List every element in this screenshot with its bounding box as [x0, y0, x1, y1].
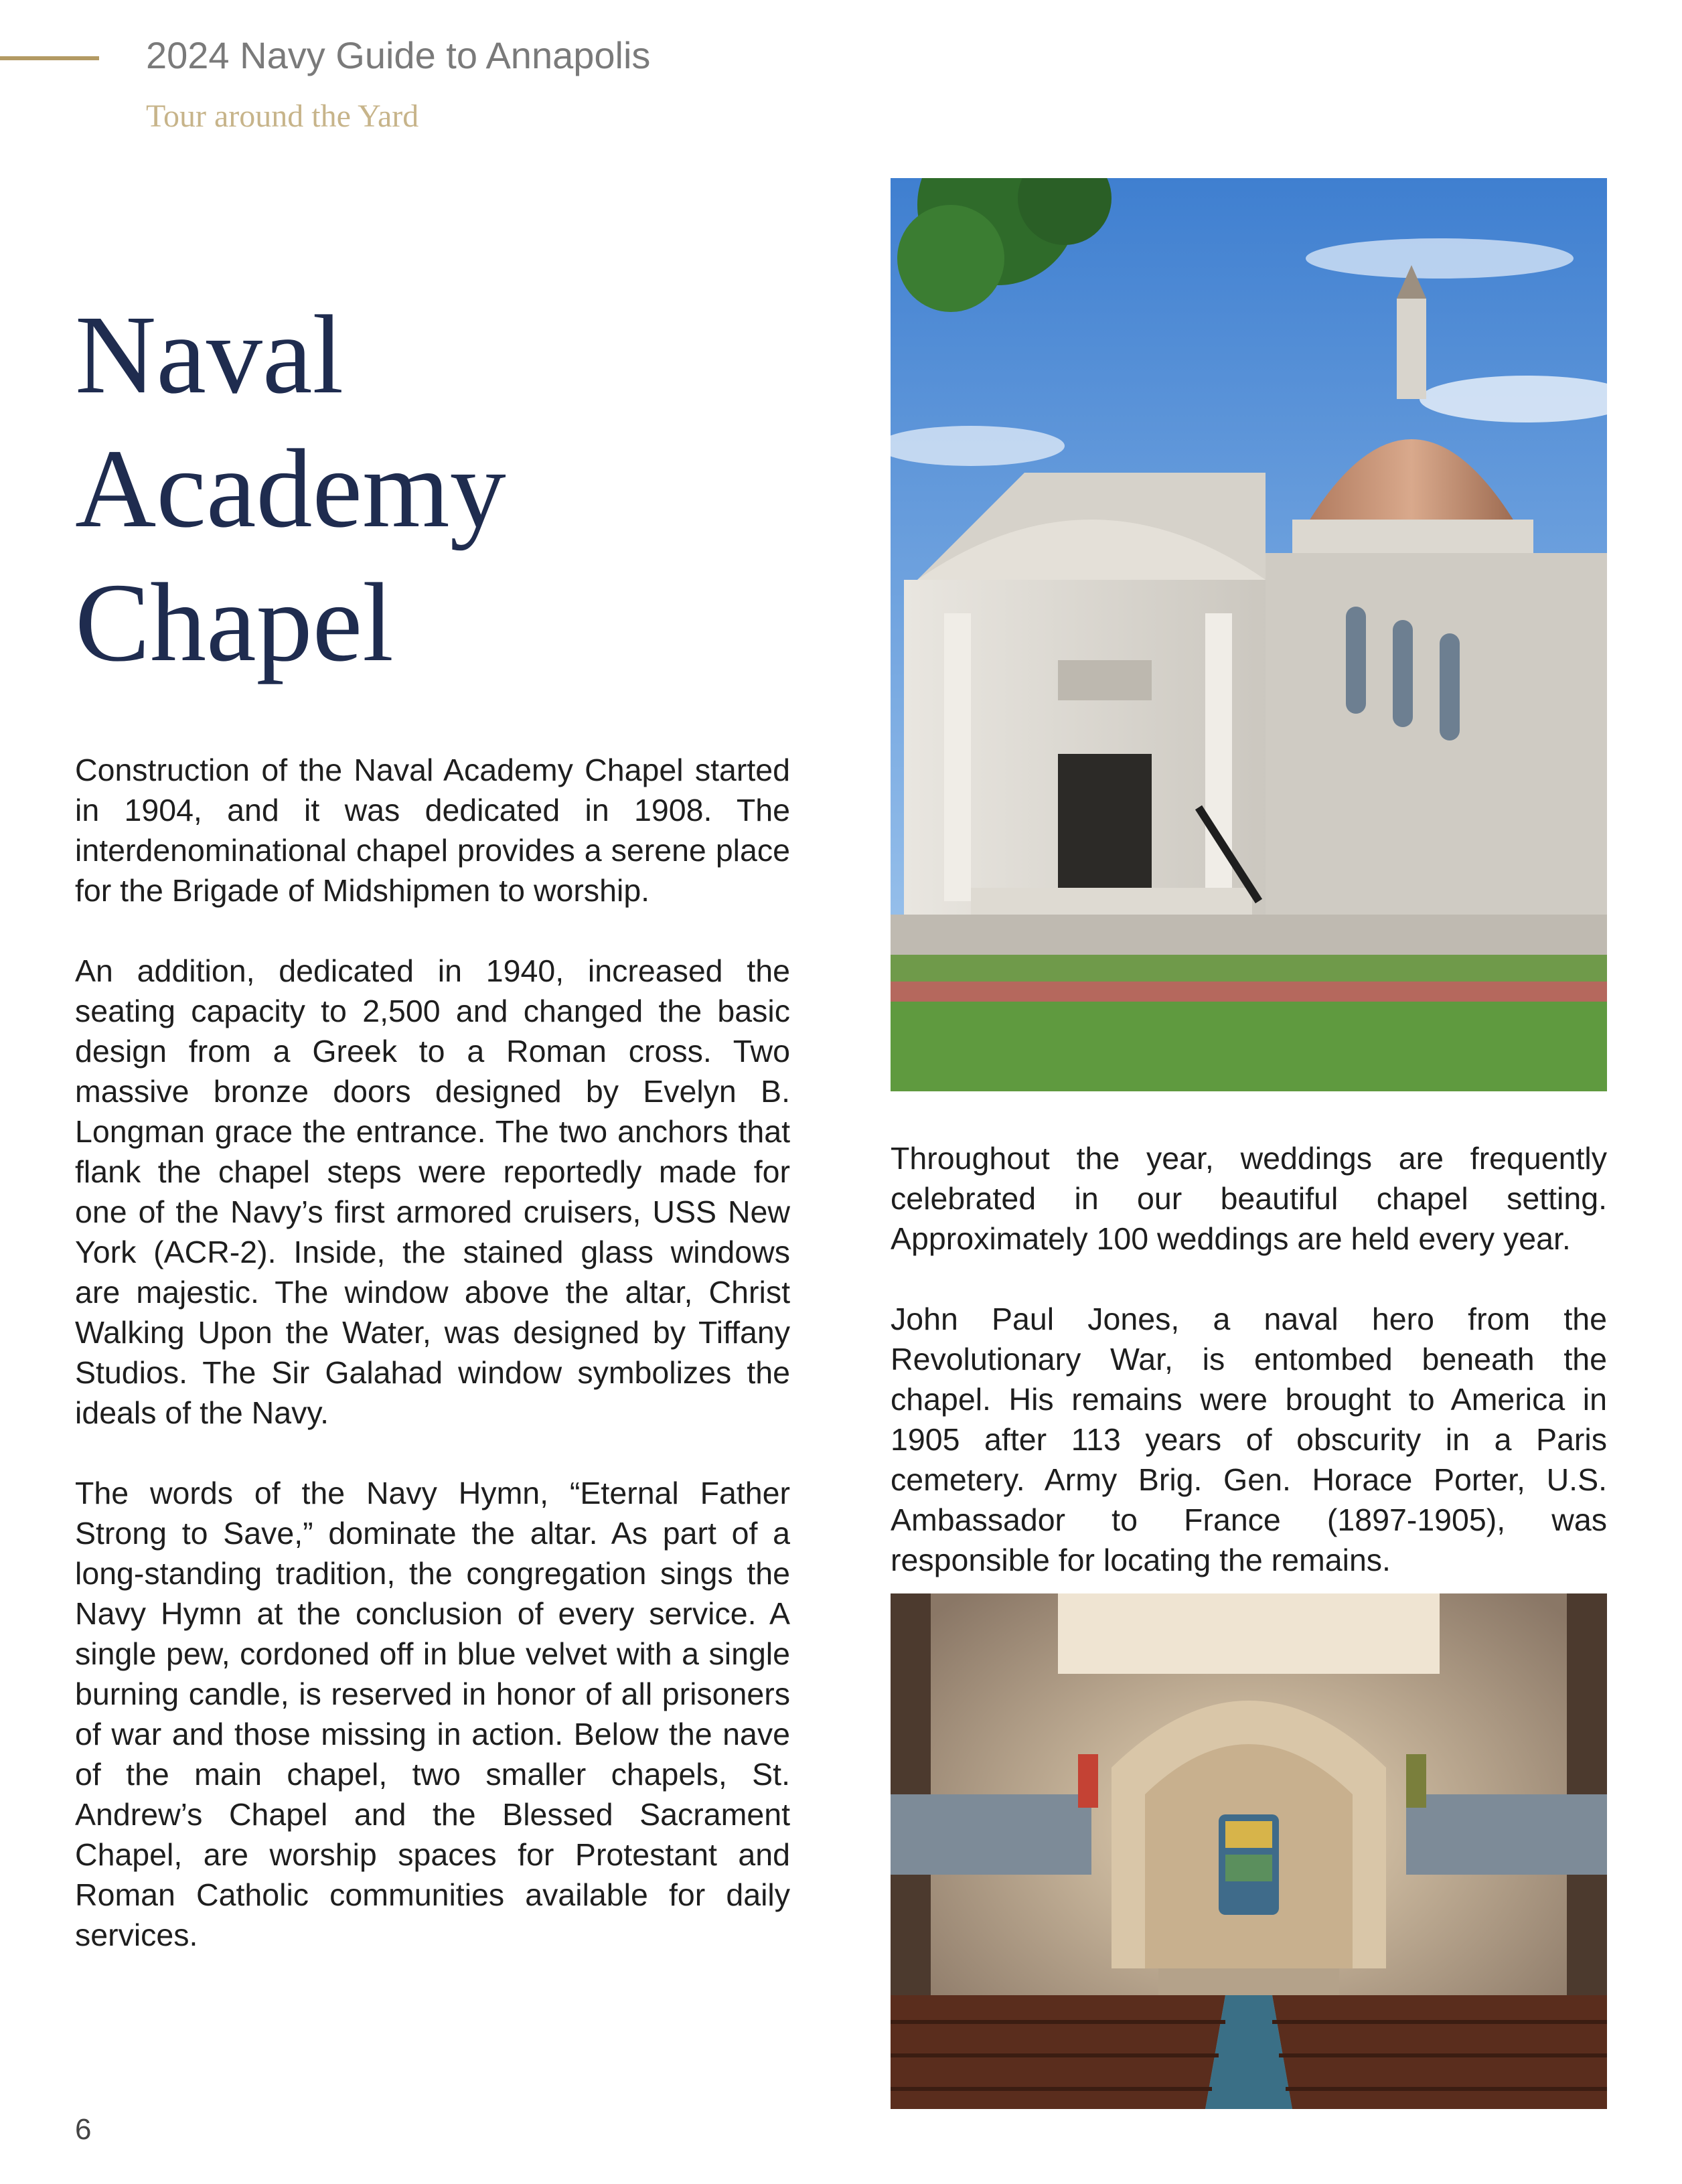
page-title-line: Chapel — [75, 560, 394, 685]
chapel-interior-photo — [891, 1593, 1607, 2109]
section-subtitle: Tour around the Yard — [146, 98, 419, 134]
page-title — [75, 288, 812, 690]
paragraph: The words of the Navy Hymn, “Eternal Father Strong to Save,” dominate the altar. As part of a long-standing tradition, the congregation sings the Navy Hymn at the conclusion of every service. A single pew, cordoned off in blue velvet with a single burning candle, is reserved in honor of all prisoners of war and those missing in action. Below the nave of the main chapel, two smaller chapels, St. Andrew’s Chapel and the Blessed Sacrament Chapel, are worship spaces for Protestant and Roman Catholic communities available for daily services. — [75, 1476, 790, 1952]
left-text-column — [75, 750, 790, 1955]
paragraph: Throughout the year, weddings are frequently celebrated in our beautiful chapel setting. Approximately 100 weddings are held every year. — [891, 1141, 1607, 1256]
paragraph: Construction of the Naval Academy Chapel started in 1904, and it was dedicated in 1908. The interdenominational chapel provides a serene place for the Brigade of Midshipmen to worship. — [75, 753, 790, 908]
page-title-line: Naval — [75, 293, 344, 417]
paragraph: John Paul Jones, a naval hero from the Revolutionary War, is entombed beneath the chapel. His remains were brought to America in 1905 after 113 years of obscurity in a Paris cemetery. Army Brig. Gen. Horace Porter, U.S. Ambassador to France (1897-1905), was responsible for locating the remains. — [891, 1302, 1607, 1577]
guide-title: 2024 Navy Guide to Annapolis — [146, 34, 651, 76]
paragraph: An addition, dedicated in 1940, increased the seating capacity to 2,500 and changed the basic design from a Greek to a Roman cross. Two massive bronze doors designed by Evelyn B. Longman grace the entrance. The two anchors that flank the chapel steps were reportedly made for one of the Navy’s first armored cruisers, USS New York (ACR-2). Inside, the stained glass windows are majestic. The window above the altar, Christ Walking Upon the Water, was designed by Tiffany Studios. The Sir Galahad window symbolizes the ideals of the Navy. — [75, 953, 790, 1430]
page-title-line: Academy — [75, 426, 506, 551]
page-number: 6 — [75, 2113, 92, 2146]
header-accent-rule — [0, 56, 99, 60]
chapel-exterior-photo — [891, 178, 1607, 1091]
right-text-column — [891, 1138, 1607, 1580]
